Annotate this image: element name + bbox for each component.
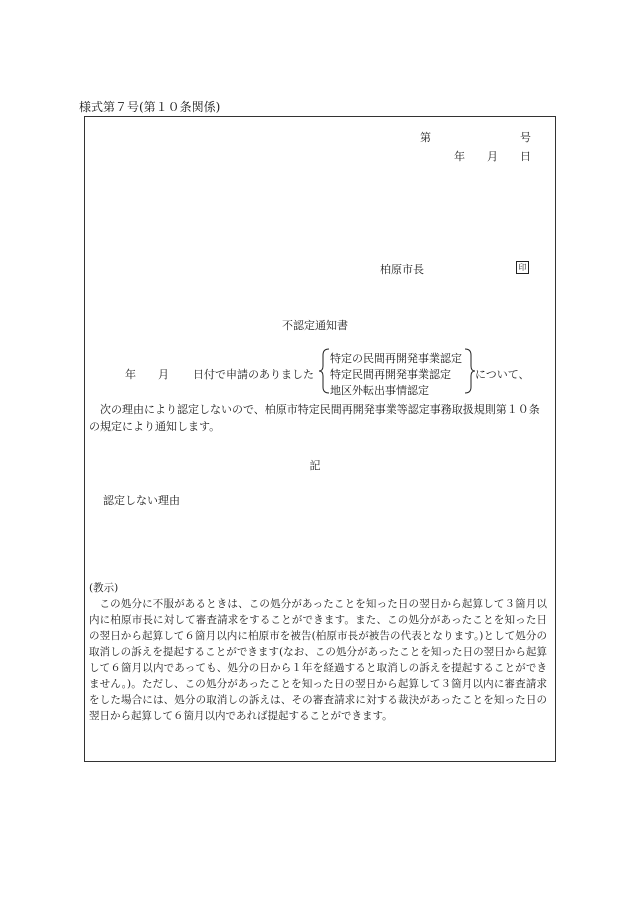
notice-text: この処分に不服があるときは、この処分があったことを知った日の翌日から起算して３箇月以内に柏原市長に対して審査請求をすることができます。また、この処分があったことを知った日の翌日から起算して６箇月以内に柏原市を被告(柏原市長が被告の代表となります。)として処分の取消しの訴えを提起することができます(なお、この処分があったことを知った日の翌日から起算して６箇月以内であっても、処分の日から１年を経過すると取消しの訴えを提起することができません。)。ただし、この処分があったことを知った日の翌日から起算して３箇月以内に審査請求をした場合には、処分の取消しの訴えは、その審査請求に対する裁決があったことを知った日の翌日から起算して６箇月以内であれば提起することができます。 bbox=[89, 598, 547, 722]
number-prefix: 第 bbox=[420, 131, 431, 144]
date-day: 日 bbox=[520, 150, 531, 163]
number-suffix: 号 bbox=[520, 131, 531, 144]
form-number-label: 様式第７号(第１０条関係) bbox=[79, 100, 221, 114]
issuer-title: 柏原市長 bbox=[380, 263, 424, 276]
body-paragraph: 次の理由により認定しないので、柏原市特定民間再開発事業等認定事務取扱規則第１０条の規定により通知します。 bbox=[89, 403, 540, 433]
ki-label: 記 bbox=[309, 459, 321, 472]
app-suffix: について、 bbox=[475, 368, 530, 381]
date-year: 年 bbox=[454, 150, 465, 163]
seal-mark: 印 bbox=[516, 261, 529, 274]
reason-label: 認定しない理由 bbox=[103, 494, 180, 507]
date-month: 月 bbox=[487, 150, 498, 163]
option-item: 特定の民間再開発事業認定 bbox=[330, 352, 462, 365]
option-item: 特定民間再開発事業認定 bbox=[330, 368, 451, 381]
document-title: 不認定通知書 bbox=[282, 319, 348, 332]
app-month: 月 bbox=[158, 368, 169, 381]
app-day-text: 日付で申請のありました bbox=[193, 368, 314, 381]
notice-heading: (教示) bbox=[89, 582, 119, 594]
option-item: 地区外転出事情認定 bbox=[330, 384, 429, 397]
app-year: 年 bbox=[125, 368, 136, 381]
right-brace-icon bbox=[462, 348, 476, 394]
